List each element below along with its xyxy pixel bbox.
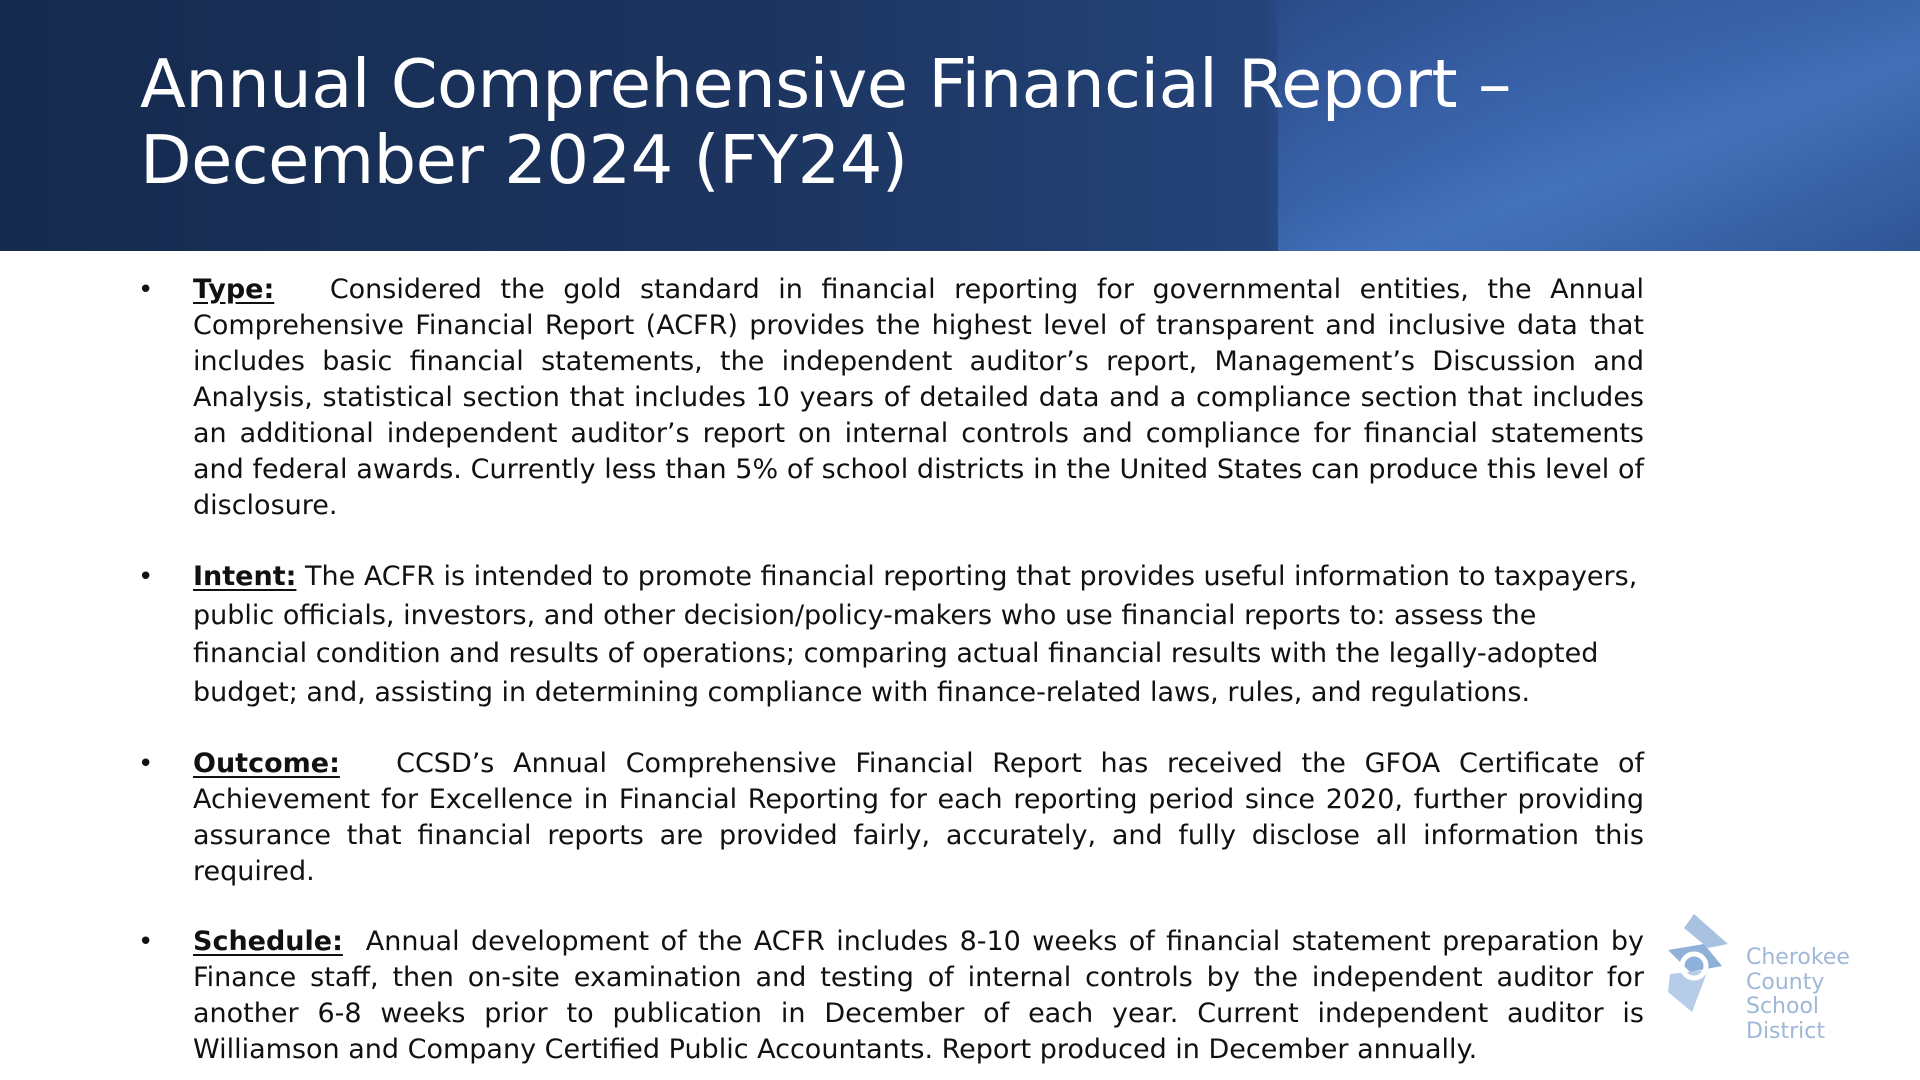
bullet-text-outcome: CCSD’s Annual Comprehensive Financial Report has received the GFOA Certificate of Achievement for Excellence in Financial Reporting for each reporting period since 2020, further providing assurance that financial reports are provided fairly, accurately, and fully disclose all information this required. [193,748,1645,887]
district-logo-text [1746,946,1850,1044]
bullet-dot: • [138,927,154,957]
bullet-dot: • [138,275,154,305]
bullet-text-schedule: Annual development of the ACFR includes 8-10 weeks of financial statement preparation by Finance staff, then on-site examination and testing of internal controls by the independent auditor for another 6-8 weeks prior to publication in December of each year. Current independent auditor is Williamson and Company Certified Public Accountants. Report produced in December annually. [193,926,1644,1065]
slide-title-line1: Annual Comprehensive Financial Report – [140,45,1511,123]
bullet-term-schedule: Schedule: [193,926,343,957]
bullet-term-intent: Intent: [193,561,297,592]
logo-line1: Cherokee [1746,945,1850,970]
logo-line2: County [1746,969,1825,995]
bullet-intent [138,558,1644,712]
bullet-outcome [138,746,1644,890]
bullet-term-outcome: Outcome: [193,748,340,779]
bullet-list [138,272,1644,1068]
district-logo-icon [1664,914,1730,1014]
title-banner [0,0,1920,251]
slide-title [140,46,1640,198]
logo-line4: District [1746,1018,1826,1044]
bullet-dot: • [138,562,154,592]
bullet-type [138,272,1644,524]
district-logo [1664,910,1864,1050]
bullet-term-type: Type: [193,274,275,305]
logo-line3: School [1746,994,1820,1019]
bullet-dot: • [138,749,154,779]
slide-title-line2: December 2024 (FY24) [140,121,908,199]
bullet-text-type: Considered the gold standard in financial reporting for governmental entities, the Annual Comprehensive Financial Report (ACFR) provides the highest level of transparent and inclusive data that includes basic financial statements, the independent auditor’s report, Management’s Discussion and Analysis, statistical section that includes 10 years of detailed data and a compliance section that includes an additional independent auditor’s report on internal controls and compliance for financial statements and federal awards. Currently less than 5% of school districts in the United States can produce this level of disclosure. [193,274,1644,521]
bullet-text-intent: The ACFR is intended to promote financial reporting that provides useful information to taxpayers, public officials, investors, and other decision/policy-makers who use financial reports to: assess the financial condition and results of operations; comparing actual financial results with the legally-adopted budget; and, assisting in determining compliance with finance-related laws, rules, and regulations. [193,561,1638,708]
bullet-schedule [138,924,1644,1068]
